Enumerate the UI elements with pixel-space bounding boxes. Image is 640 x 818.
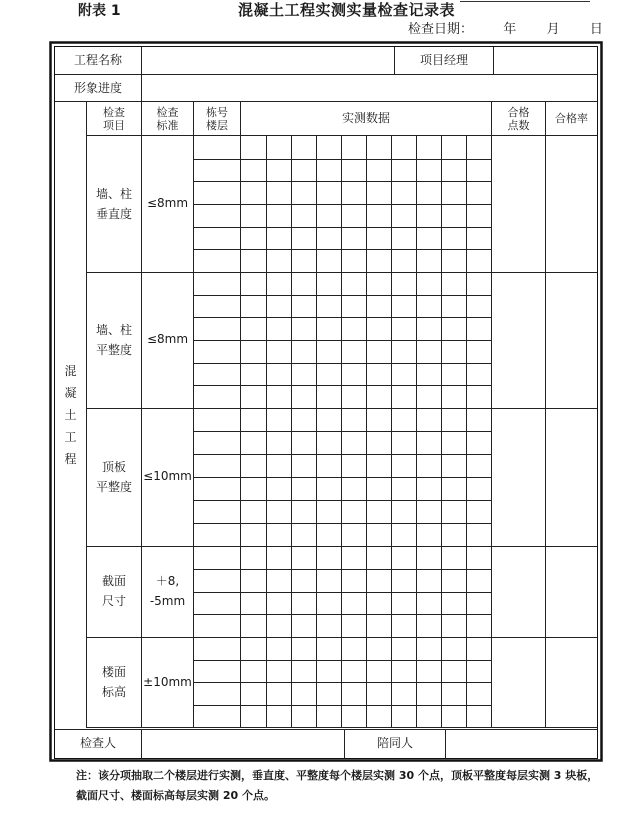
item-floor-elevation: 楼面 标高 xyxy=(101,665,126,699)
accompany-field[interactable] xyxy=(446,730,597,757)
date-day: 日 xyxy=(589,22,603,37)
category-char: 混 xyxy=(64,363,77,378)
inspector-label: 检查人 xyxy=(79,736,116,750)
category-char: 工 xyxy=(64,429,77,444)
header-building-floor: 栋号 楼层 xyxy=(206,105,228,132)
project-name-label: 工程名称 xyxy=(73,53,122,67)
item-section-size: 截面 尺寸 xyxy=(101,574,126,608)
footnote: 注：该分项抽取二个楼层进行实测，垂直度、平整度每个楼层实测 30 个点，顶板平整度每层实测 3 块板，截面尺寸、楼面标高每层实测 20 个点。 xyxy=(76,769,599,802)
category-char: 程 xyxy=(64,451,77,466)
header-inspection-item: 检查 项目 xyxy=(103,105,125,132)
project-manager-label: 项目经理 xyxy=(419,53,468,67)
date-month: 月 xyxy=(546,22,560,37)
standard-slab-flatness: ≤10mm xyxy=(143,469,192,483)
item-slab-flatness: 顶板 平整度 xyxy=(95,459,132,494)
header-pass-points: 合格 点数 xyxy=(507,105,530,132)
category-char: 土 xyxy=(64,407,77,422)
appendix-label: 附表 1 xyxy=(78,3,121,19)
inspector-field[interactable] xyxy=(142,730,344,757)
header-measured-data: 实测数据 xyxy=(341,111,390,125)
date-label: 检查日期： xyxy=(408,22,474,37)
category-label xyxy=(55,102,86,727)
progress-field[interactable] xyxy=(142,75,597,101)
date-year: 年 xyxy=(503,22,517,37)
item-wall-column-flatness: 墙、柱 平整度 xyxy=(95,322,132,357)
standard-verticality: ≤8mm xyxy=(146,196,189,210)
project-name-field[interactable] xyxy=(142,47,394,74)
project-manager-field[interactable] xyxy=(494,47,597,74)
header-pass-rate: 合格率 xyxy=(555,112,588,125)
standard-flatness: ≤8mm xyxy=(146,332,189,346)
progress-label: 形象进度 xyxy=(73,80,122,95)
page-title: 混凝土工程实测实量检查记录表 xyxy=(238,1,456,19)
category-char: 凝 xyxy=(64,385,77,400)
header-inspection-standard: 检查 标准 xyxy=(156,105,179,132)
standard-floor-elevation: ±10mm xyxy=(143,674,192,689)
standard-section-size: ＋8, -5mm xyxy=(149,574,186,608)
accompany-label: 陪同人 xyxy=(376,736,413,750)
item-wall-column-verticality: 墙、柱 垂直度 xyxy=(95,186,132,221)
